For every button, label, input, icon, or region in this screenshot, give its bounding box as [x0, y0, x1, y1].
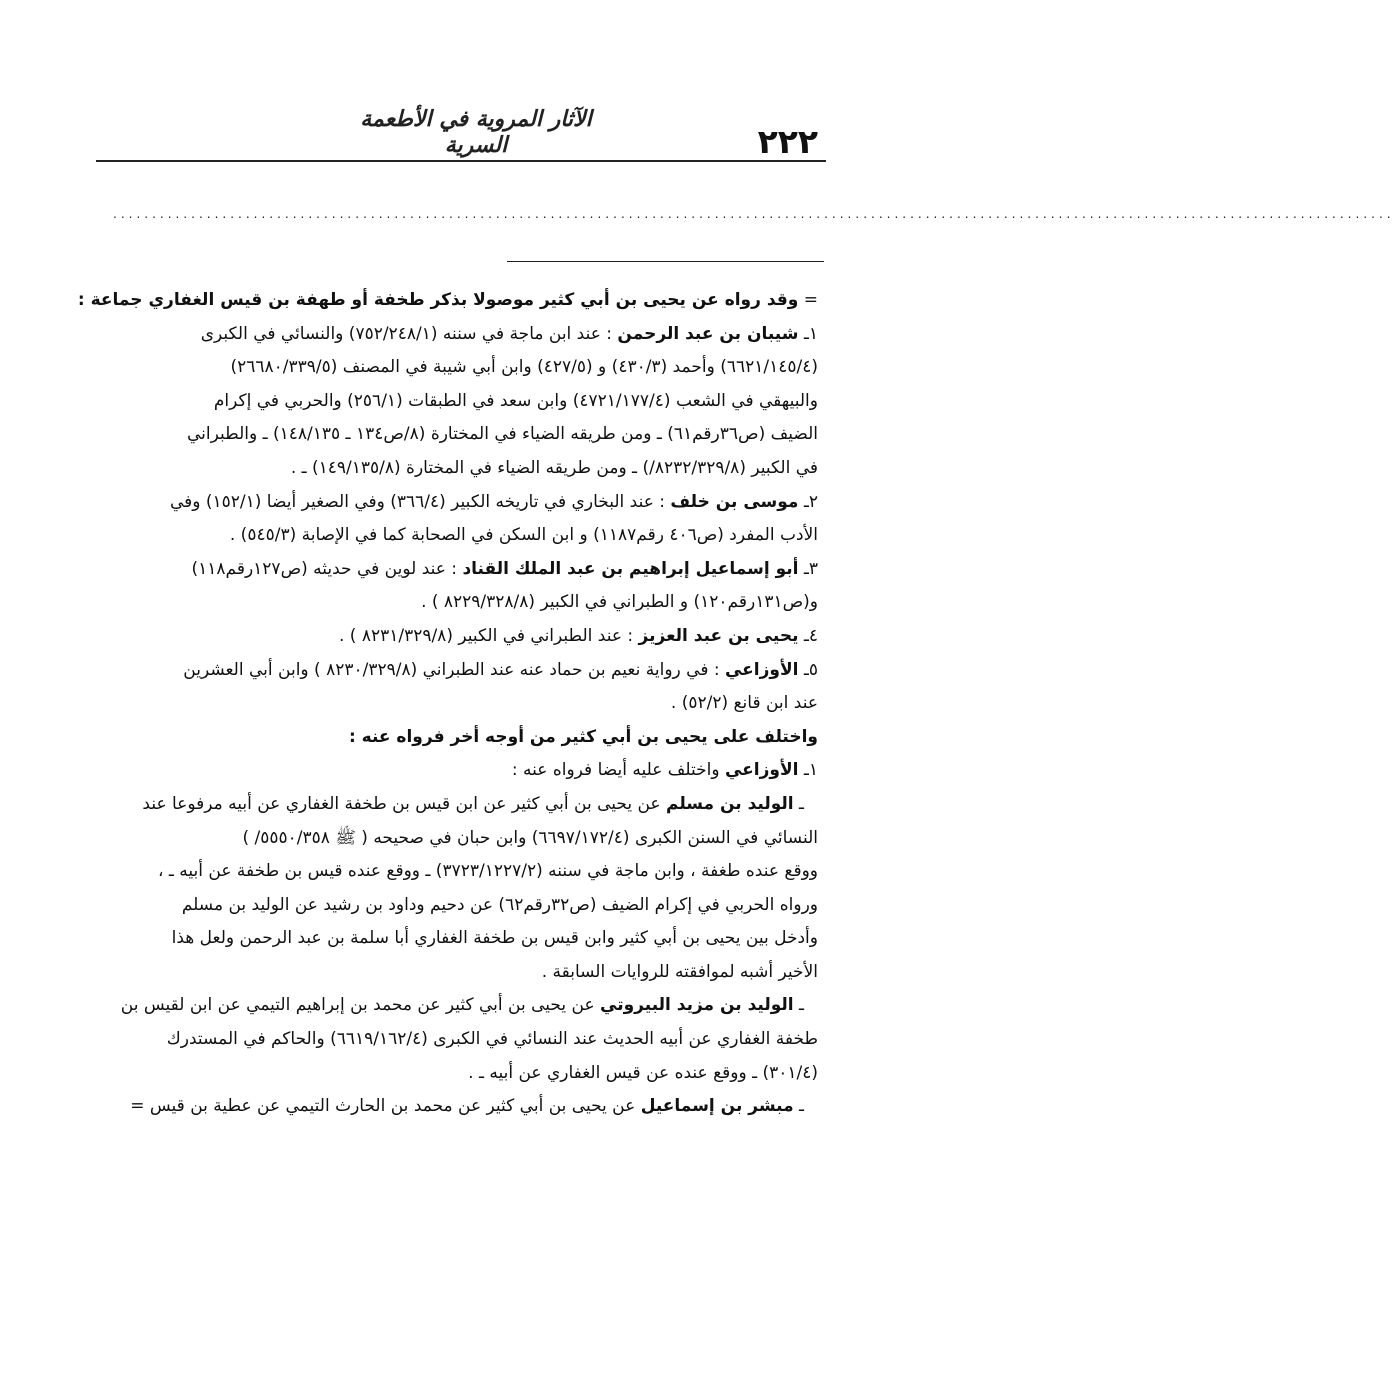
text-run: ـ	[793, 995, 804, 1016]
narrator-name: أبو إسماعيل إبراهيم بن عبد الملك القناد	[462, 558, 799, 579]
text-run: في الكبير (٨٢٣٢/٣٢٩/٨/) ـ ومن طريقه الضياء في المختارة (١٤٩/١٣٥/٨) ـ .	[290, 457, 818, 478]
text-run: =	[798, 290, 818, 310]
text-run: الضيف (ص٣٦رقم٦١) ـ ومن طريقه الضياء في المختارة (٨/ص١٣٤ ـ ١٤٨/١٣٥) ـ والطبراني	[187, 424, 818, 445]
text-run: ١ـ	[798, 760, 818, 781]
narrator-name: واختلف على يحيى بن أبي كثير من أوجه أخر فرواه عنه :	[348, 726, 818, 747]
page-header	[96, 100, 818, 162]
text-line	[104, 889, 818, 923]
text-run: عند ابن قانع (٥٢/٢) .	[670, 693, 818, 714]
text-line	[104, 486, 818, 520]
text-line	[104, 788, 818, 822]
text-run: : عند الطبراني في الكبير (٨٢٣١/٣٢٩/٨ ) .	[338, 625, 639, 646]
dotted-separator: ....................................................................................................................................................................	[113, 207, 1395, 221]
text-line	[104, 452, 818, 486]
text-line	[104, 989, 818, 1023]
text-line	[104, 519, 818, 553]
text-run: الأخير أشبه لموافقته للروايات السابقة .	[541, 961, 818, 982]
text-line	[104, 922, 818, 956]
text-line	[104, 318, 818, 352]
text-run: ٣ـ	[798, 558, 818, 579]
text-run: ورواه الحربي في إكرام الضيف (ص٣٢رقم٦٢) عن دحيم وداود بن رشيد عن الوليد بن مسلم	[181, 894, 818, 915]
narrator-name: وقد رواه عن يحيى بن أبي كثير موصولا بذكر طخفة أو طهفة بن قيس الغفاري جماعة :	[77, 290, 799, 310]
text-run: طخفة الغفاري عن أبيه الحديث عند النسائي في الكبرى (٦٦١٩/١٦٢/٤) والحاكم في المستدرك	[166, 1029, 818, 1050]
text-run: و(ص١٣١رقم١٢٠) و الطبراني في الكبير (٨٢٢٩/٣٢٨/٨ ) .	[421, 592, 818, 613]
text-line	[104, 620, 818, 654]
narrator-name: يحيى بن عبد العزيز	[638, 625, 799, 646]
text-line	[104, 553, 818, 587]
running-title: الآثار المروية في الأطعمة السرية	[360, 106, 592, 158]
text-run: ٢ـ	[798, 491, 818, 512]
narrator-name: موسى بن خلف	[670, 491, 799, 512]
narrator-name: الوليد بن مزيد البيروتي	[600, 995, 794, 1016]
page-number: ٢٢٢	[757, 122, 818, 161]
text-line	[104, 1090, 818, 1124]
text-run: ١ـ	[798, 323, 818, 344]
text-line	[104, 418, 818, 452]
narrator-name: شيبان بن عبد الرحمن	[617, 323, 799, 344]
text-line	[104, 687, 818, 721]
text-line	[104, 721, 818, 755]
text-run: (٦٦٢١/١٤٥/٤) وأحمد (٤٣٠/٣) و (٤٢٧/٥) وابن أبي شيبة في المصنف (٢٦٦٨٠/٣٣٩/٥)	[230, 357, 818, 378]
text-run: وأدخل بين يحيى بن أبي كثير وابن قيس بن طخفة الغفاري أبا سلمة بن عبد الرحمن ولعل هذا	[171, 928, 818, 949]
text-line	[104, 654, 818, 688]
text-line	[77, 284, 818, 318]
text-line	[104, 586, 818, 620]
text-run: : عند البخاري في تاريخه الكبير (٣٦٦/٤) وفي الصغير أيضا (١٥٢/١) وفي	[169, 491, 671, 512]
text-run: الأدب المفرد (ص٤٠٦ رقم١١٨٧) و ابن السكن في الصحابة كما في الإصابة (٥٤٥/٣) .	[229, 525, 818, 546]
narrator-name: الأوزاعي	[724, 760, 799, 781]
text-run: النسائي في السنن الكبرى (٦٦٩٧/١٧٢/٤) وابن حبان في صحيحه ( ﷺ ٥٥٥٠/٣٥٨/ )	[242, 827, 818, 848]
text-run: : عند لوين في حديثه (ص١٢٧رقم١١٨)	[191, 558, 463, 579]
text-line	[104, 351, 818, 385]
text-run: عن يحيى بن أبي كثير عن محمد بن الحارث التيمي عن عطية بن قيس =	[130, 1096, 641, 1117]
text-run: ووقع عنده طغفة ، وابن ماجة في سننه (٣٧٢٣/١٢٢٧/٢) ـ ووقع عنده قيس بن طخفة عن أبيه ـ ،	[158, 861, 818, 882]
text-run: ٥ـ	[798, 659, 818, 680]
header-rule	[96, 160, 826, 162]
text-run: عن يحيى بن أبي كثير عن ابن قيس بن طخفة الغفاري عن أبيه مرفوعا عند	[142, 793, 666, 814]
narrator-name: الأوزاعي	[724, 659, 799, 680]
text-line	[104, 855, 818, 889]
text-run: : عند ابن ماجة في سننه (٧٥٢/٢٤٨/١) والنسائي في الكبرى	[200, 323, 618, 344]
text-line	[104, 1057, 818, 1091]
text-run: (٣٠١/٤) ـ ووقع عنده عن قيس الغفاري عن أبيه ـ .	[468, 1062, 818, 1083]
text-run: واختلف عليه أيضا فرواه عنه :	[511, 760, 725, 781]
narrator-name: الوليد بن مسلم	[665, 793, 794, 814]
text-run: ٤ـ	[798, 625, 818, 646]
text-line	[104, 956, 818, 990]
text-line	[104, 822, 818, 856]
footnote-rule	[507, 261, 824, 262]
text-line	[104, 1023, 818, 1057]
footnote-body	[77, 284, 818, 1124]
text-line	[104, 385, 818, 419]
text-run: ـ	[793, 793, 804, 814]
text-run: : في رواية نعيم بن حماد عنه عند الطبراني (٨٢٣٠/٣٢٩/٨ ) وابن أبي العشرين	[183, 659, 725, 680]
text-run: والبيهقي في الشعب (٤٧٢١/١٧٧/٤) وابن سعد في الطبقات (٢٥٦/١) والحربي في إكرام	[213, 390, 818, 411]
text-line	[104, 754, 818, 788]
narrator-name: مبشر بن إسماعيل	[640, 1096, 794, 1117]
text-run: ـ	[793, 1096, 804, 1117]
text-run: عن يحيى بن أبي كثير عن محمد بن إبراهيم التيمي عن ابن لقيس بن	[120, 995, 601, 1016]
